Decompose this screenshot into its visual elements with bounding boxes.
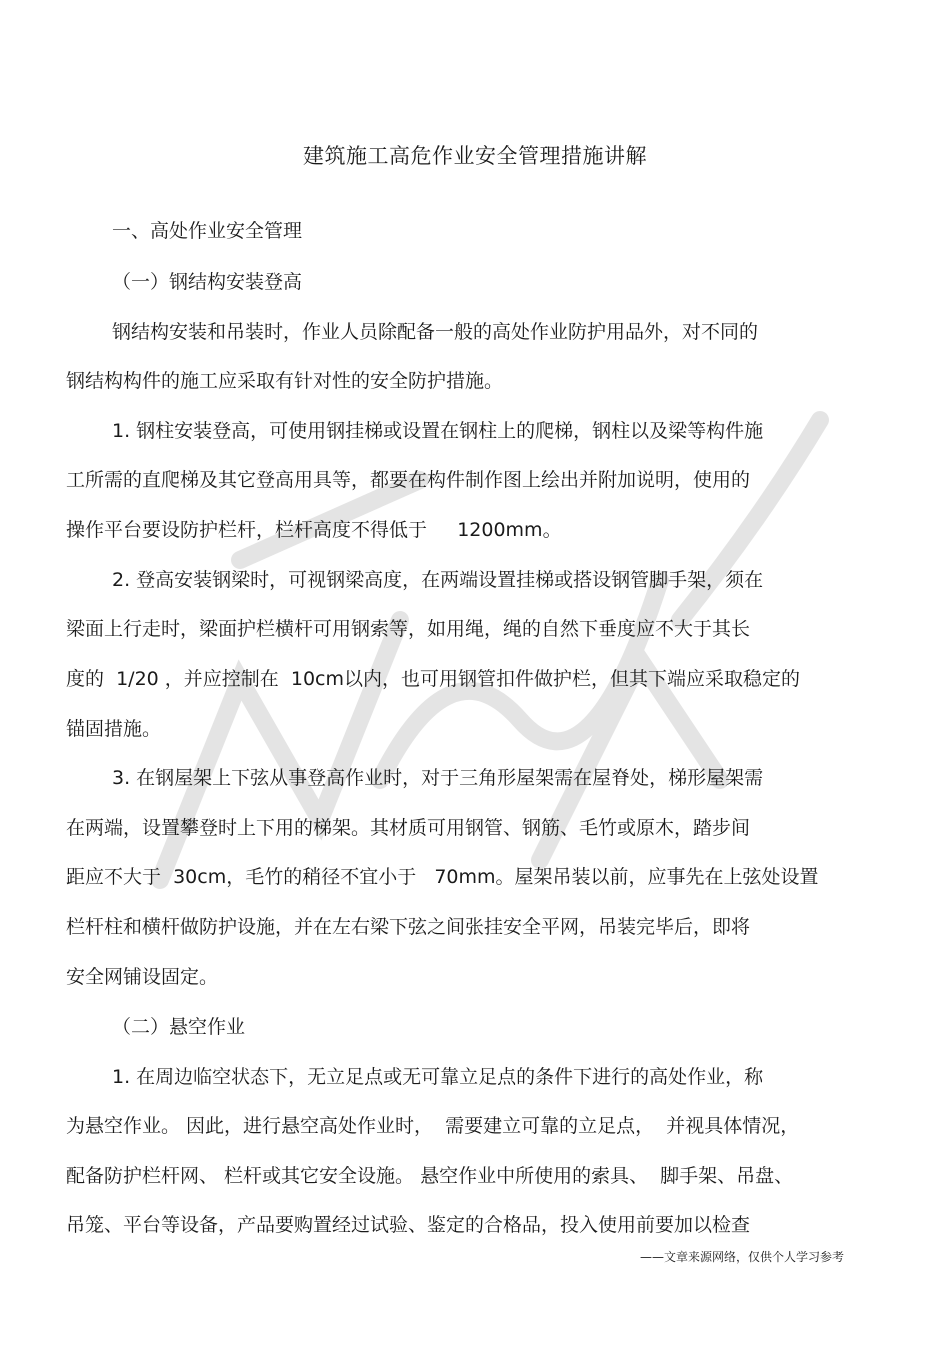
paragraph-line: 栏杆柱和横杆做防护设施，并在左右梁下弦之间张挂安全平网，吊装完毕后，即将 [66, 916, 751, 938]
paragraph-line: 1. 钢柱安装登高，可使用钢挂梯或设置在钢柱上的爬梯，钢柱以及梁等构件施 [112, 420, 764, 442]
paragraph-line: 锚固措施。 [66, 718, 162, 740]
subsection-heading-2: （二）悬空作业 [112, 1016, 246, 1038]
page-title: 建筑施工高危作业安全管理措施讲解 [303, 144, 647, 168]
paragraph-line: 配备防护栏杆网、 栏杆或其它安全设施。 悬空作业中所使用的索具、 脚手架、吊盘、 [66, 1165, 794, 1187]
paragraph-line: 钢结构构件的施工应采取有针对性的安全防护措施。 [66, 370, 504, 392]
paragraph-line: 工所需的直爬梯及其它登高用具等，都要在构件制作图上绘出并附加说明，使用的 [66, 469, 751, 491]
paragraph-line: 安全网铺设固定。 [66, 966, 219, 988]
paragraph-line: 吊笼、平台等设备，产品要购置经过试验、鉴定的合格品，投入使用前要加以检查 [66, 1214, 751, 1236]
footer-note: ——文章来源网络，仅供个人学习参考 [640, 1250, 845, 1264]
subsection-heading-1: （一）钢结构安装登高 [112, 271, 303, 293]
paragraph-line: 在两端，设置攀登时上下用的梯架。其材质可用钢管、钢筋、毛竹或原木，踏步间 [66, 817, 751, 839]
paragraph-line: 操作平台要设防护栏杆，栏杆高度不得低于 1200mm。 [66, 519, 562, 541]
section-heading-1: 一、高处作业安全管理 [112, 220, 303, 242]
paragraph-line: 1. 在周边临空状态下，无立足点或无可靠立足点的条件下进行的高处作业，称 [112, 1066, 764, 1088]
paragraph-line: 为悬空作业。 因此，进行悬空高处作业时， 需要建立可靠的立足点， 并视具体情况， [66, 1115, 800, 1137]
paragraph-line: 度的 1/20 ，并应控制在 10cm以内，也可用钢管扣件做护栏，但其下端应采取稳定的 [66, 668, 800, 690]
paragraph-line: 梁面上行走时，梁面护栏横杆可用钢索等，如用绳，绳的自然下垂度应不大于其长 [66, 618, 751, 640]
paragraph-line: 3. 在钢屋架上下弦从事登高作业时，对于三角形屋架需在屋脊处，梯形屋架需 [112, 767, 764, 789]
paragraph-line: 2. 登高安装钢梁时，可视钢梁高度，在两端设置挂梯或搭设钢管脚手架，须在 [112, 569, 764, 591]
paragraph-line: 钢结构安装和吊装时，作业人员除配备一般的高处作业防护用品外，对不同的 [112, 321, 759, 343]
paragraph-line: 距应不大于 30cm，毛竹的稍径不宜小于 70mm。屋架吊装以前，应事先在上弦处设置 [66, 866, 819, 888]
